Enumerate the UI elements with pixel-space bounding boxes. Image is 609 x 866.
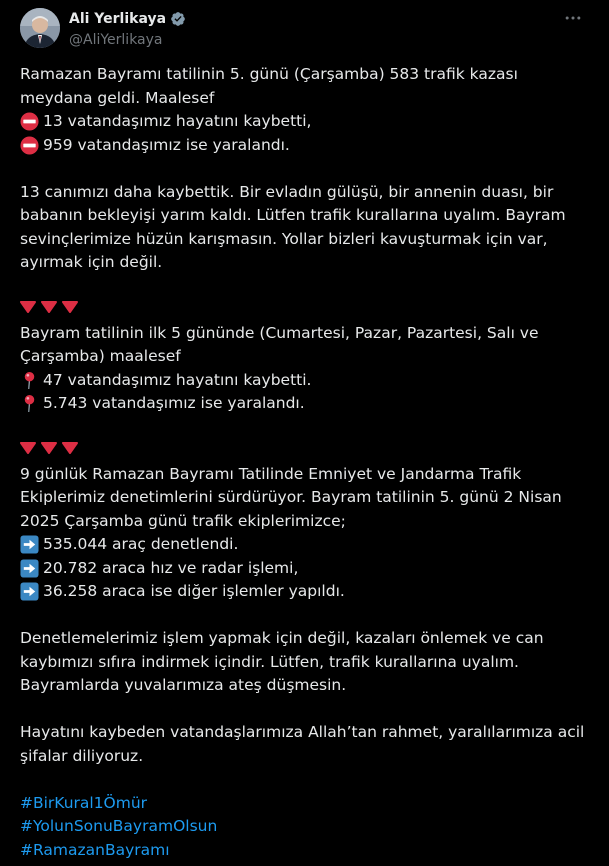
author-handle[interactable]: @AliYerlikaya xyxy=(69,32,163,48)
fatalities-text: 13 vatandaşımız hayatını kaybetti, xyxy=(43,112,312,130)
text-line xyxy=(20,392,587,416)
text-line: Bayram tatilinin ilk 5 gününde (Cumartesi, Pazar, Pazartesi, Salı ve xyxy=(20,323,539,342)
round-pushpin-icon xyxy=(20,371,39,390)
text-line: Çarşamba) maalesef xyxy=(20,347,181,365)
red-triangle-down-icon xyxy=(41,298,57,322)
author-name[interactable]: Ali Yerlikaya xyxy=(69,11,167,27)
text-line xyxy=(20,369,587,393)
text-line: ayırmak için değil. xyxy=(20,253,163,271)
speed-radar-text: 20.782 araca hız ve radar işlemi, xyxy=(43,558,299,577)
text-line: şifalar diliyoruz. xyxy=(20,746,144,765)
text-line: babanın bekleyişi yarım kaldı. Lütfen trafik kurallarına uyalım. Bayram xyxy=(20,206,566,224)
text-line xyxy=(20,580,587,604)
no-entry-icon xyxy=(20,112,39,131)
text-line: Hayatını kaybeden vatandaşlarımıza Allah’tan rahmet, yaralılarımıza acil xyxy=(20,723,585,741)
right-arrow-icon xyxy=(20,535,39,554)
text-line xyxy=(20,110,587,134)
text-line: Denetlemelerimiz işlem yapmak için değil, kazaları önlemek ve can xyxy=(20,629,544,647)
text-line: 2025 Çarşamba günü trafik ekiplerimizce; xyxy=(20,511,346,530)
injuries-text: 959 vatandaşımız ise yaralandı. xyxy=(43,135,290,154)
right-arrow-icon xyxy=(20,559,39,578)
inspections-text: 535.044 araç denetlendi. xyxy=(43,535,239,553)
tweet-text xyxy=(20,63,587,862)
text-line: Bayramlarda yuvalarımıza ateş düşmesin. xyxy=(20,676,347,694)
hashtag-link[interactable]: #RamazanBayramı xyxy=(20,840,170,859)
text-line: Ramazan Bayramı tatilinin 5. günü (Çarşamba) 583 trafik kazası xyxy=(20,65,518,83)
red-triangle-down-icon xyxy=(41,439,57,463)
triangles-row xyxy=(20,439,587,463)
right-arrow-icon xyxy=(20,582,39,601)
other-actions-text: 36.258 araca ise diğer işlemler yapıldı. xyxy=(43,582,345,600)
total-injuries-text: 5.743 vatandaşımız ise yaralandı. xyxy=(43,394,305,412)
red-triangle-down-icon xyxy=(62,298,78,322)
round-pushpin-icon xyxy=(20,394,39,413)
no-entry-icon xyxy=(20,136,39,155)
text-line xyxy=(20,533,587,557)
text-line xyxy=(20,134,587,158)
text-line: meydana geldi. Maalesef xyxy=(20,88,215,107)
triangles-row xyxy=(20,298,587,322)
text-line: kaybımızı sıfıra indirmek içindir. Lütfen, trafik kurallarına uyalım. xyxy=(20,652,519,671)
hashtag-link[interactable]: #BirKural1Ömür xyxy=(20,793,148,812)
tweet-header xyxy=(20,8,589,52)
more-options-icon[interactable] xyxy=(563,8,583,28)
red-triangle-down-icon xyxy=(20,298,36,322)
text-line: Ekiplerimiz denetimlerini sürdürüyor. Bayram tatilinin 5. günü 2 Nisan xyxy=(20,488,562,506)
avatar[interactable] xyxy=(20,8,60,48)
text-line: 13 canımızı daha kaybettik. Bir evladın gülüşü, bir annenin duası, bir xyxy=(20,182,554,201)
text-line xyxy=(20,557,587,581)
hashtag-link[interactable]: #YolunSonuBayramOlsun xyxy=(20,817,218,835)
text-line: 9 günlük Ramazan Bayramı Tatilinde Emniyet ve Jandarma Trafik xyxy=(20,464,522,483)
text-line: sevinçlerimize hüzün karışmasın. Yollar bizleri kavuşturmak için var, xyxy=(20,229,548,248)
verified-badge-icon xyxy=(170,11,186,27)
red-triangle-down-icon xyxy=(62,439,78,463)
author-names xyxy=(69,10,186,48)
total-fatalities-text: 47 vatandaşımız hayatını kaybetti. xyxy=(43,370,312,389)
red-triangle-down-icon xyxy=(20,439,36,463)
